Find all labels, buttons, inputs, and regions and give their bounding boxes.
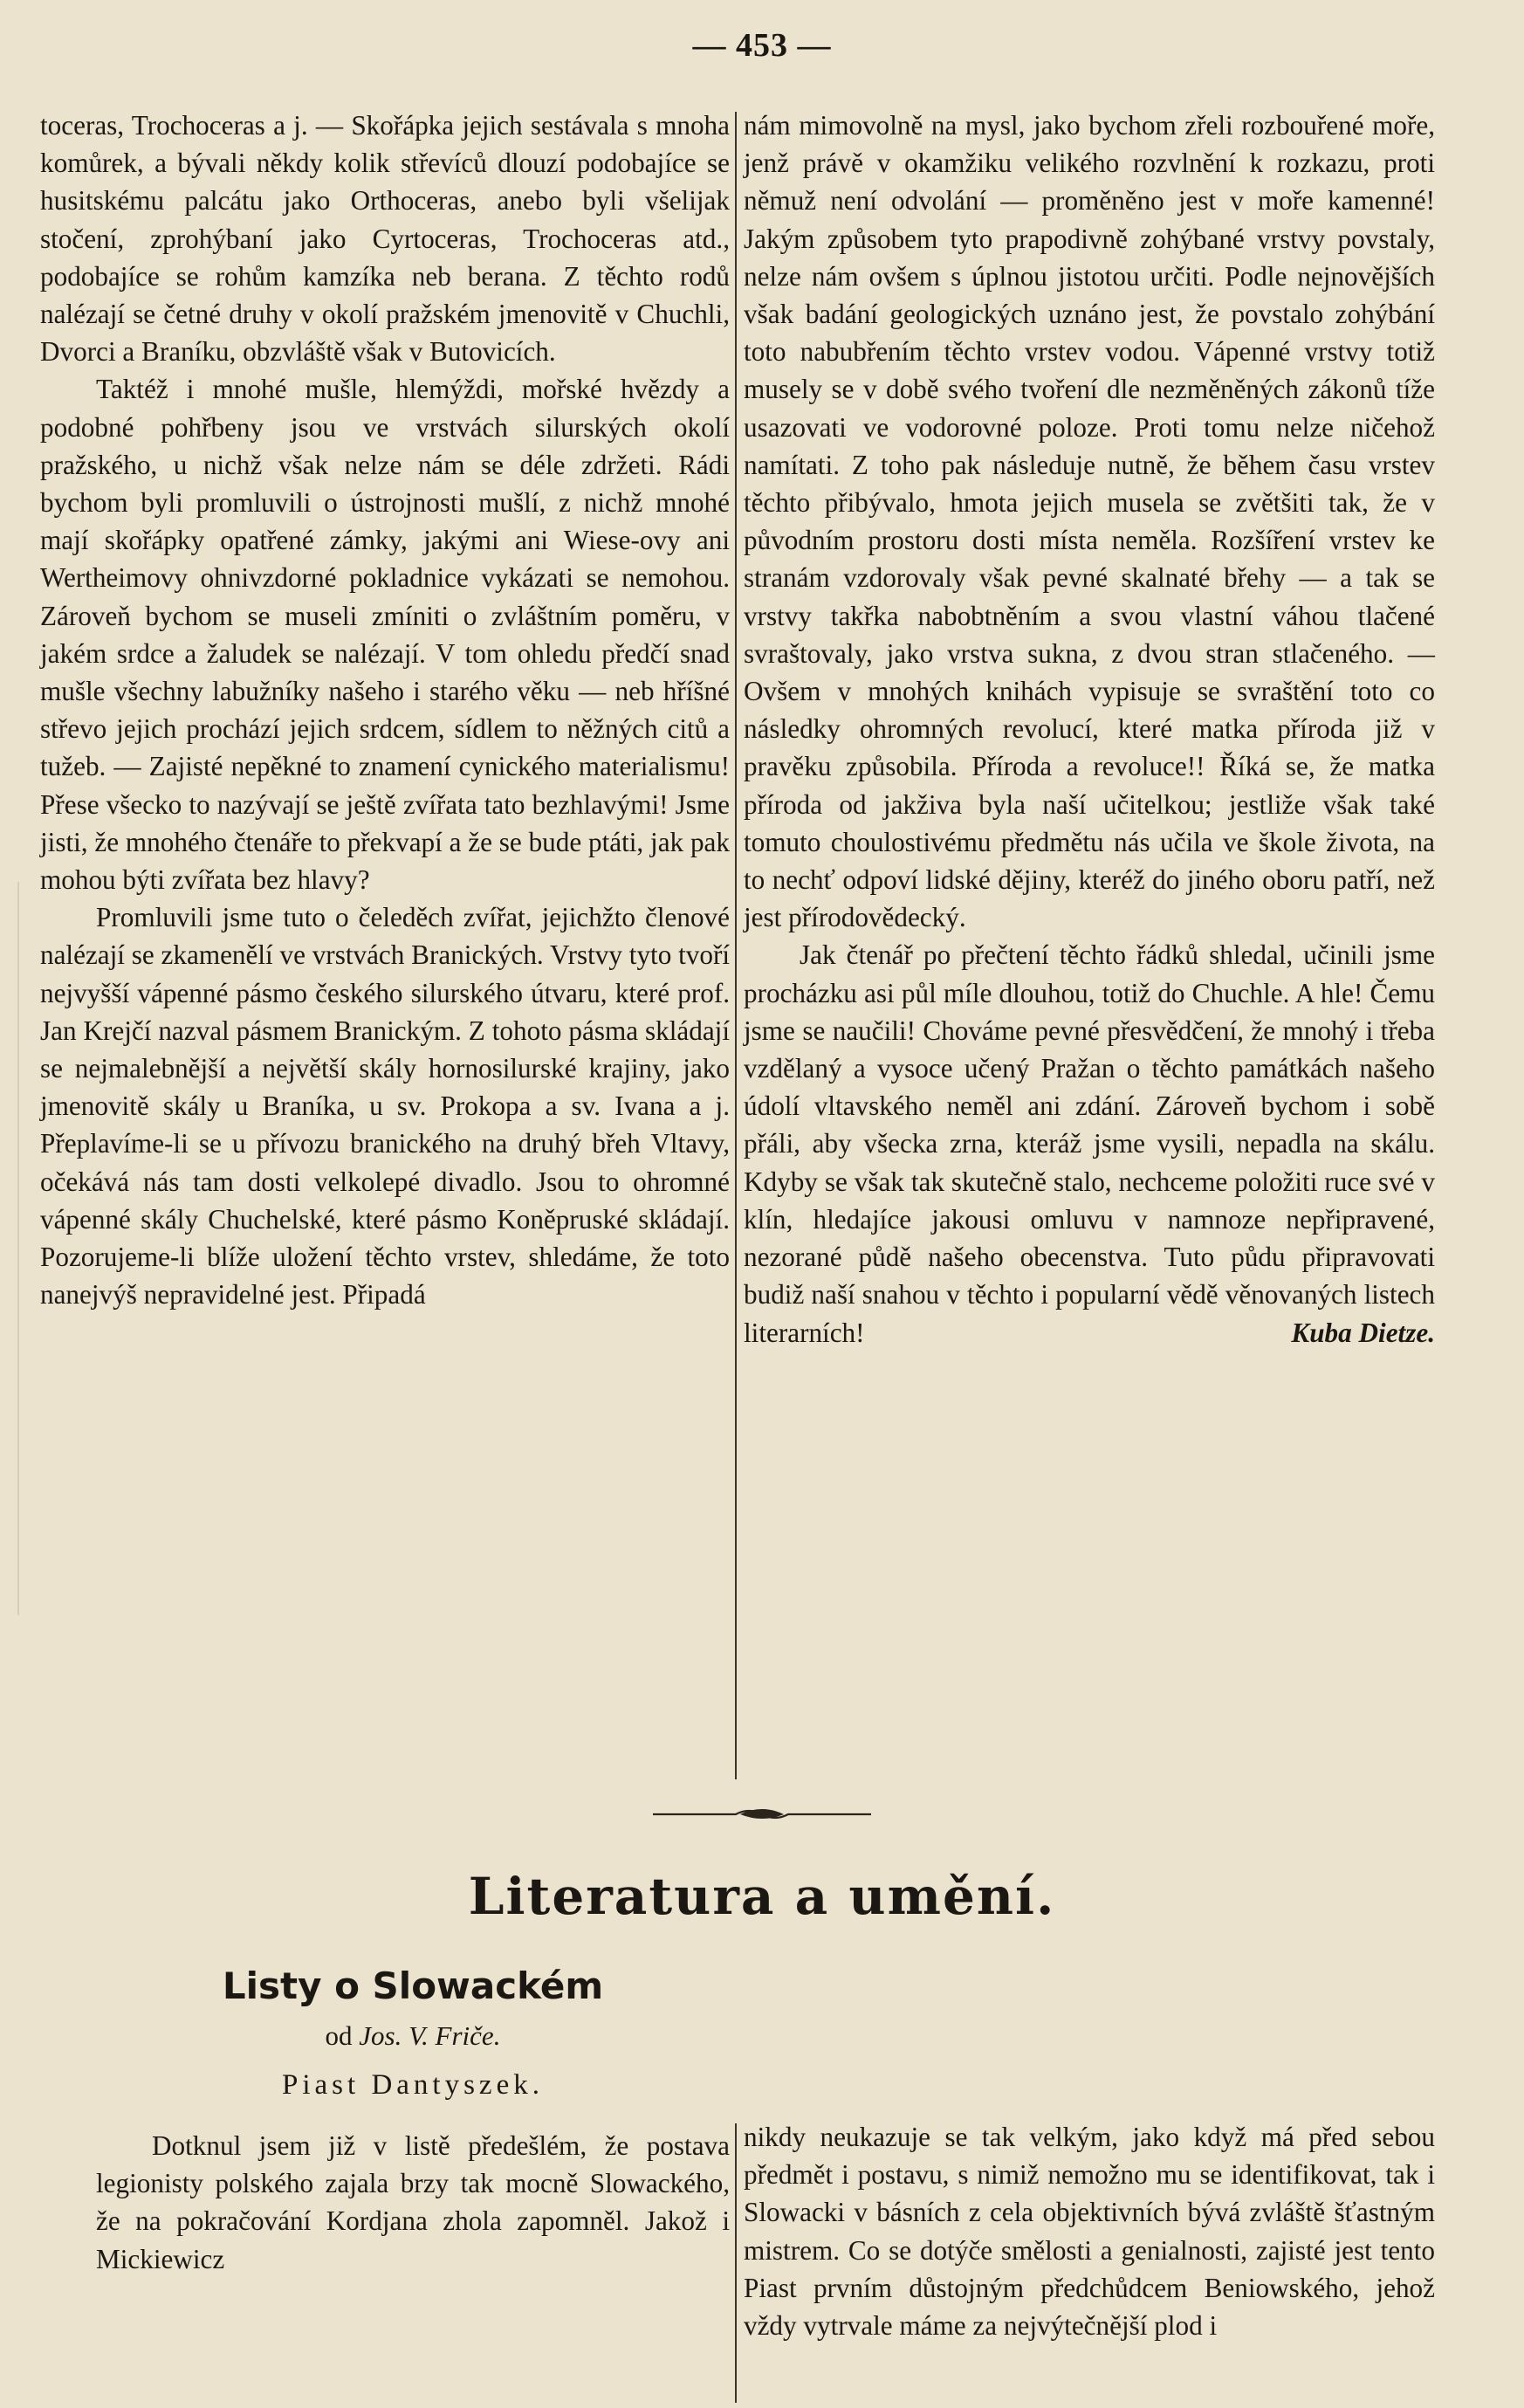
ornamental-divider bbox=[653, 1806, 871, 1823]
paragraph: toceras, Trochoceras a j. — Skořápka jejich sestávala s mnoha komůrek, a bývali někdy kolik střevíců dlouzí podobajíce se husitskému palcátu jako Orthoceras, anebo byli všelijak stočení, zprohýbaní jako Cyrtoceras, Trochoceras atd., podobajíce se rohům kamzíka neb berana. Z těchto rodů nalézají se četné druhy v okolí pražském jmenovitě v Chuchli, Dvorci a Braníku, obzvláště však v Butovicích. bbox=[40, 110, 730, 368]
article-subtitle: Piast Dantyszek. bbox=[282, 2069, 544, 2101]
scan-edge-mark bbox=[17, 882, 19, 1615]
article-byline bbox=[96, 2020, 730, 2052]
paragraph: Taktéž i mnohé mušle, hlemýždi, mořské hvězdy a podobné pohřbeny jsou ve vrstvách silurských okolí pražského, u nichž však nelze nám se déle zdržeti. Rádi bychom byli promluvili o ústrojnosti mušlí, z nichž mnohé mají skořápky opatřené zámky, jakými ani Wiese-ovy ani Wertheimovy ohnivzdorné pokladnice vykázati se nemohou. Zároveň bychom se museli zmíniti o zvláštním poměru, v jakém srdce a žaludek se nalézají. V tom ohledu předčí snad mušle všechny labužníky našeho i starého věku — neb hříšné střevo jejich prochází jejich srdcem, sídlem to něžných citů a tužeb. — Zajisté nepěkné to znamení cynického materialismu! Přese všecko to nazývají se ještě zvířata tato bezhlavými! Jsme jisti, že mnohého čtenáře to překvapí a že se bude ptáti, jak pak mohou býti zvířata bez hlavy? bbox=[40, 374, 730, 896]
bottom-left-column bbox=[96, 2127, 730, 2278]
paragraph: Promluvili jsme tuto o čeleděch zvířat, jejichžto členové nalézají se zkamenělí ve vrstvách Branických. Vrstvy tyto tvoří nejvyšší vápenné pásmo českého silurského útvaru, které prof. Jan Krejčí nazval pásmem Branickým. Z tohoto pásma skládají se nejmalebnější a největší skály hornosilurské krajiny, jako jmenovitě skály u Braníka, u sv. Prokopa a sv. Ivana a j. Přeplavíme-li se u přívozu branického na druhý břeh Vltavy, očekává nás tam dosti velkolepé divadlo. Jsou to ohromné vápenné skály Chuchelské, které pásmo Koněpruské skládají. Pozorujeme-li blíže uložení těchto vrstev, shledáme, že toto nanejvýš nepravidelné jest. Připadá bbox=[40, 902, 730, 1311]
byline-author: Jos. V. Friče. bbox=[359, 2020, 501, 2051]
column-divider bbox=[735, 2123, 737, 2403]
bottom-right-column bbox=[744, 2118, 1435, 2344]
paragraph: Dotknul jsem již v listě předešlém, že postava legionisty polského zajala brzy tak mocně Slowackého, že na pokračování Kordjana zhola zapomněl. Jakož i Mickiewicz bbox=[96, 2130, 730, 2274]
paragraph: nám mimovolně na mysl, jako bychom zřeli rozbouřené moře, jenž právě v okamžiku velikého rozvlnění k rozkazu, proti němuž není odvolání — proměněno jest v moře kamenné! Jakým způsobem tyto prapodivně zohýbané vrstvy povstaly, nelze nám ovšem s úplnou jistotou určiti. Podle nejnovějších však badání geologických uznáno jest, že povstalo zohýbání toto nabubřením těchto vrstev vodou. Vápenné vrstvy totiž musely se v době svého tvoření dle nezměněných zákonů tíže usazovati ve vodorovné poloze. Proti tomu nelze ničehož namítati. Z toho pak následuje nutně, že během času vrstev těchto přibývalo, hmota jejich musela se zvětšiti tak, že v původním prostoru dosti místa neměla. Rozšíření vrstev ke stranám vzdorovaly však pevné skalnaté břehy — a tak se vrstvy takřka nabobtněním a svou vlastní váhou tlačené svraštovaly, jako vrstva sukna, z dvou stran stlačeného. — Ovšem v mnohých knihách vypisuje se svraštění toto co následky ohromných revolucí, které matka příroda již v pravěku způsobila. Příroda a revoluce!! Říká se, že matka příroda od jakživa byla naší učitelkou; jestliže však také tomuto choulostivému předmětu nás učila ve škole života, na to nechť odpoví lidské dějiny, kteréž do jiného oboru patří, než jest přírodovědecký. bbox=[744, 110, 1435, 933]
top-left-column bbox=[40, 107, 730, 1314]
author-signature: Kuba Dietze. bbox=[1291, 1317, 1435, 1348]
paragraph: nikdy neukazuje se tak velkým, jako když má před sebou předmět i postavu, s nimiž nemožno mu se identifikovat, tak i Slowacki v básních z cela objektivních bývá zvláště šťastným mistrem. Co se dotýče smělosti a genialnosti, zajisté jest tento Piast prvním důstojným předchůdcem Beniowského, jehož vždy vytrvale máme za nejvýtečnější plod i bbox=[744, 2122, 1435, 2342]
top-right-column bbox=[744, 107, 1435, 1352]
paragraph bbox=[744, 936, 1435, 1351]
byline-prefix: od bbox=[325, 2020, 353, 2051]
section-heading: Literatura a umění. bbox=[468, 1867, 1056, 1926]
column-divider bbox=[735, 112, 737, 1779]
article-title: Listy o Slowackém bbox=[222, 1964, 604, 2007]
page-number: — 453 — bbox=[692, 27, 832, 64]
paragraph-text: Jak čtenář po přečtení těchto řádků shledal, učinili jsme procházku asi půl míle dlouhou, totiž do Chuchle. A hle! Čemu jsme se naučili! Chováme pevné přesvědčení, že mnohý i třeba vzdělaný a vysoce učený Pražan o těchto památkách našeho údolí vltavského neměl ani zdání. Zároveň bychom i sobě přáli, aby všecka zrna, kteráž jsme vysili, nepadla na skálu. Kdyby se však tak skutečně stalo, nechceme položiti ruce své v klín, hledajíce jakousi omluvu v namnoze nepřipravené, nezorané půdě našeho obecenstva. Tuto půdu připravovati budiž naší snahou v těchto i popularní vědě věnovaných listech literarních! bbox=[744, 939, 1435, 1348]
